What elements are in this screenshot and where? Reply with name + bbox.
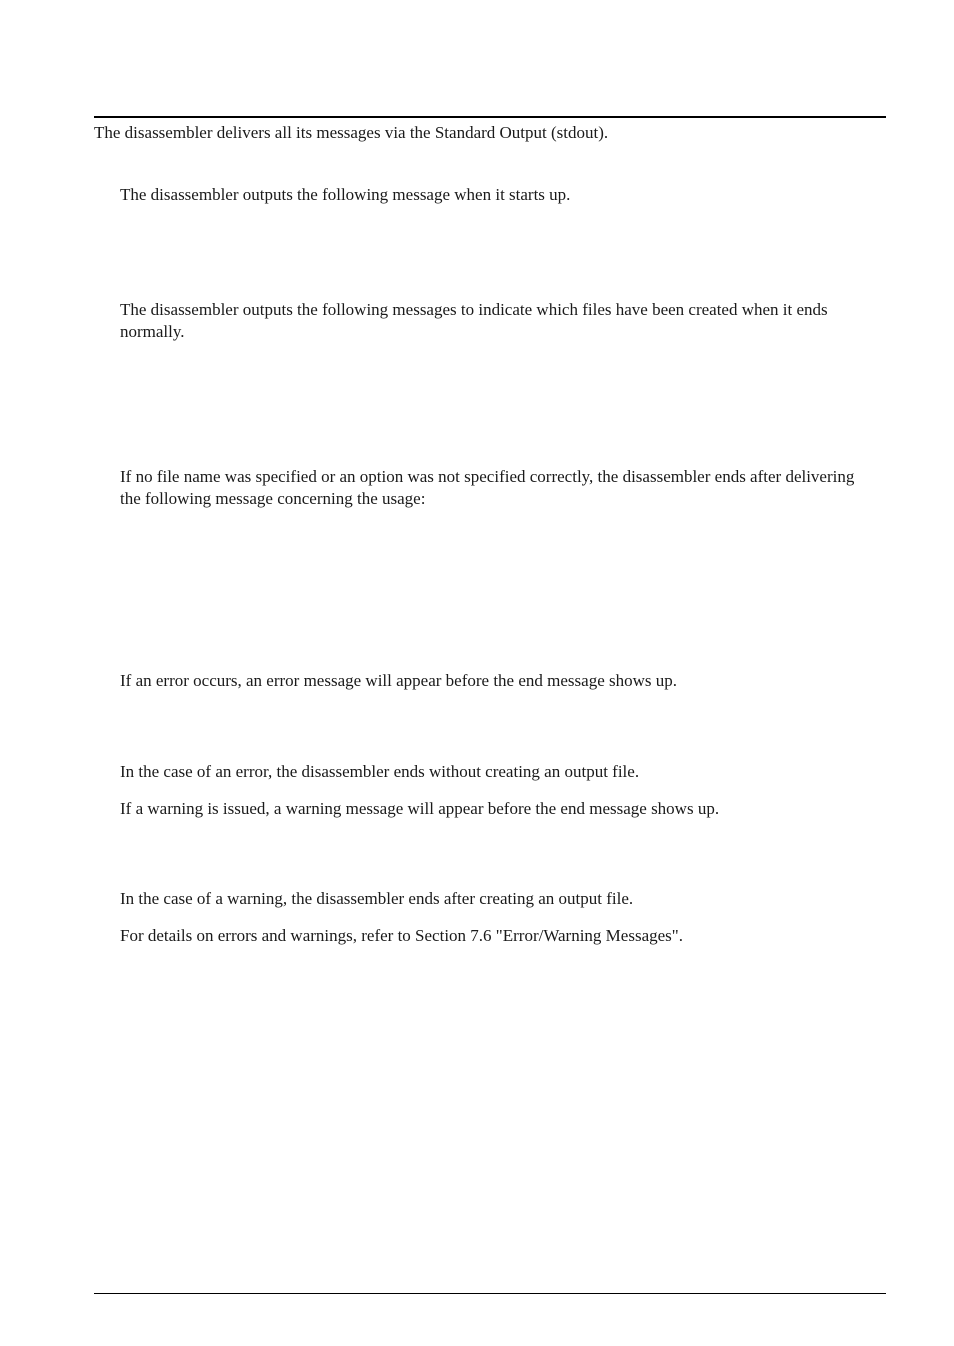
details-paragraph: For details on errors and warnings, refer to Section 7.6 "Error/Warning Messages". <box>120 926 683 945</box>
error-appears-paragraph: If an error occurs, an error message will appear before the end message shows up. <box>120 671 677 690</box>
warning-case-paragraph: In the case of a warning, the disassembler ends after creating an output file. <box>120 889 634 908</box>
footer-rule <box>94 1293 886 1294</box>
header-rule <box>94 116 886 118</box>
startup-paragraph: The disassembler outputs the following message when it starts up. <box>120 185 571 204</box>
normal-end-paragraph: The disassembler outputs the following messages to indicate which files have been created when it ends normally. <box>120 300 828 341</box>
intro-paragraph: The disassembler delivers all its messages via the Standard Output (stdout). <box>94 123 609 142</box>
error-case-paragraph: In the case of an error, the disassembler ends without creating an output file. <box>120 762 640 781</box>
usage-paragraph: If no file name was specified or an option was not specified correctly, the disassembler ends after delivering the following message concerning the usage: <box>120 467 855 508</box>
warning-appears-paragraph: If a warning is issued, a warning message will appear before the end message shows up. <box>120 799 720 818</box>
